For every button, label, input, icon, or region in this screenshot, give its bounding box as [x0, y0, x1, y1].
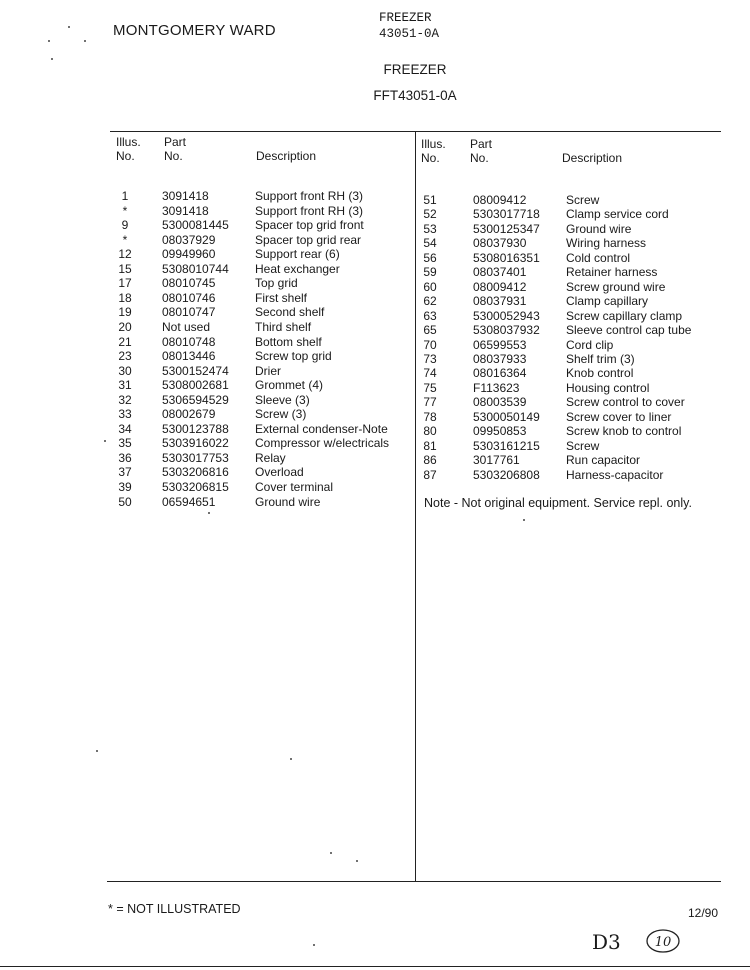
illus-number: 18 [118, 290, 132, 305]
illus-number: 36 [118, 450, 132, 465]
scan-speck [523, 519, 525, 521]
part-description: Screw [566, 438, 600, 453]
illus-number: 74 [423, 366, 437, 381]
scan-speck [356, 860, 358, 862]
part-description: Compressor w/electricals [255, 436, 390, 451]
part-number: 08037401 [473, 265, 527, 280]
illus-number: 39 [118, 480, 132, 494]
part-description: Top grid [255, 276, 298, 291]
illus-number: 65 [423, 323, 437, 338]
part-number: 06594651 [162, 494, 216, 509]
illus-number: 31 [118, 378, 132, 393]
part-number: 08003539 [473, 395, 527, 410]
part-description: Retainer harness [566, 265, 658, 280]
scan-speck [96, 750, 98, 752]
illus-number: 59 [423, 265, 437, 280]
part-number: 08010746 [162, 290, 216, 305]
part-description: Drier [255, 363, 281, 378]
illus-number: 35 [118, 436, 132, 451]
illus-number: 73 [423, 351, 437, 366]
illus-number: 86 [423, 453, 437, 468]
revision-date: 12/90 [688, 906, 719, 920]
part-description: Spacer top grid front [255, 218, 364, 233]
part-number: 5303206815 [162, 480, 229, 494]
scan-speck [68, 26, 70, 28]
service-note: Note - Not original equipment. Service repl. only. [424, 496, 692, 510]
illus-number: 52 [423, 207, 437, 222]
illus-number: 1 [121, 189, 129, 203]
part-number: 08009412 [473, 193, 527, 207]
part-description: Ground wire [255, 494, 321, 509]
right-illus-header: Illus. No. [421, 137, 446, 165]
scan-speck [84, 40, 86, 42]
part-number: 08016364 [473, 366, 527, 381]
part-number: 08013446 [162, 349, 216, 364]
part-number: F113623 [473, 380, 520, 395]
illus-number: 62 [423, 294, 437, 309]
part-number: 08002679 [162, 407, 216, 422]
column-divider [415, 131, 416, 882]
part-description: Wiring harness [566, 236, 647, 251]
illus-number: * [122, 232, 128, 247]
illus-number: 30 [118, 363, 132, 378]
scan-speck [51, 58, 53, 60]
part-number: 06599553 [473, 337, 527, 352]
illus-number: 34 [118, 421, 132, 436]
part-description: Grommet (4) [255, 378, 324, 393]
part-number: 3091418 [162, 189, 209, 203]
part-description: Run capacitor [566, 453, 641, 468]
scan-speck [290, 758, 292, 760]
handwritten-page-mark: D3 [592, 930, 621, 954]
illus-number: 70 [423, 337, 437, 352]
left-description-header: Description [256, 149, 317, 163]
right-description-header: Description [562, 151, 623, 165]
part-number: 5303017718 [473, 207, 540, 222]
part-number: 08010747 [162, 305, 216, 320]
part-description: First shelf [255, 290, 308, 305]
illus-number: 53 [423, 221, 437, 236]
page-title: FREEZER [383, 62, 447, 77]
part-description: Screw ground wire [566, 279, 666, 294]
scan-speck [208, 512, 210, 514]
part-number: 08009412 [473, 279, 527, 294]
part-description: Support front RH (3) [255, 203, 364, 218]
part-number: 08010745 [162, 276, 216, 291]
part-description: Clamp capillary [566, 294, 649, 309]
part-description: Knob control [566, 366, 634, 381]
illus-number: 17 [118, 276, 132, 291]
part-number: 5308010744 [162, 261, 229, 276]
svg-text:10: 10 [654, 935, 672, 950]
part-number: 5308002681 [162, 378, 229, 393]
typed-header-line-2: 43051-0A [379, 27, 440, 41]
part-number: 5300052943 [473, 308, 540, 323]
illus-number: 56 [423, 250, 437, 265]
part-description: Screw capillary clamp [566, 308, 683, 323]
part-number: 08037929 [162, 232, 216, 247]
illus-number: 33 [118, 407, 132, 422]
part-description: Support rear (6) [255, 247, 340, 262]
illus-number: * [122, 203, 128, 218]
illus-number: 19 [118, 305, 132, 320]
part-description: Third shelf [255, 319, 312, 334]
part-number: 5306594529 [162, 392, 229, 407]
illus-number: 60 [423, 279, 437, 294]
illus-number: 12 [118, 247, 132, 262]
illus-number: 87 [423, 467, 437, 482]
part-number: 5300081445 [162, 218, 229, 233]
part-description: Housing control [566, 380, 650, 395]
illus-number: 81 [423, 438, 437, 453]
part-description: Harness-capacitor [566, 467, 664, 482]
part-number: 5303206816 [162, 465, 229, 480]
part-description: Second shelf [255, 305, 325, 320]
illus-number: 54 [423, 236, 437, 251]
right-part-header: Part No. [470, 137, 493, 165]
illus-number: 78 [423, 409, 437, 424]
part-number: 5300125347 [473, 221, 540, 236]
illus-number: 21 [118, 334, 132, 349]
part-description: Screw [566, 193, 600, 207]
part-description: Cold control [566, 250, 631, 265]
part-description: Sleeve (3) [255, 392, 310, 407]
part-description: Screw knob to control [566, 424, 682, 439]
part-number: 5308037932 [473, 323, 540, 338]
illus-number: 15 [118, 261, 132, 276]
illus-number: 20 [118, 319, 132, 334]
part-number: 3017761 [473, 453, 520, 468]
typed-header [379, 10, 439, 42]
part-description: Support front RH (3) [255, 189, 364, 203]
part-number: 5308016351 [473, 250, 540, 265]
part-number: 3091418 [162, 203, 209, 218]
part-description: Cord clip [566, 337, 614, 352]
brand-name: MONTGOMERY WARD [113, 22, 276, 39]
part-description: Bottom shelf [255, 334, 322, 349]
part-description: Clamp service cord [566, 207, 669, 222]
part-number: 08010748 [162, 334, 216, 349]
part-number: Not used [162, 319, 211, 334]
part-number: 5303916022 [162, 436, 229, 451]
part-number: 5300152474 [162, 363, 229, 378]
part-description: Shelf trim (3) [566, 351, 635, 366]
illus-number: 37 [118, 465, 132, 480]
illus-number: 80 [423, 424, 437, 439]
part-number: 5303206808 [473, 467, 540, 482]
part-number: 5300123788 [162, 421, 229, 436]
model-number: FFT43051-0A [373, 88, 457, 103]
part-description: External condenser-Note [255, 421, 388, 436]
part-number: 08037931 [473, 294, 527, 309]
left-part-header: Part No. [164, 135, 187, 163]
scan-speck [48, 40, 50, 42]
handwritten-circled-mark [645, 928, 681, 954]
part-description: Screw cover to liner [566, 409, 672, 424]
scan-speck [104, 440, 106, 442]
illus-number: 77 [423, 395, 437, 410]
left-illus-header: Illus. No. [116, 135, 141, 163]
illus-number: 32 [118, 392, 132, 407]
part-number: 5303161215 [473, 438, 540, 453]
illus-number: 9 [121, 218, 129, 233]
page-bottom-edge [0, 966, 750, 967]
illus-number: 51 [423, 193, 437, 207]
part-description: Heat exchanger [255, 261, 340, 276]
illus-number: 23 [118, 349, 132, 364]
illus-number: 50 [118, 494, 132, 509]
illus-number: 75 [423, 380, 437, 395]
part-description: Screw top grid [255, 349, 332, 364]
part-description: Sleeve control cap tube [566, 323, 692, 338]
part-number: 09949960 [162, 247, 216, 262]
part-number: 08037933 [473, 351, 527, 366]
part-description: Screw (3) [255, 407, 307, 422]
part-description: Spacer top grid rear [255, 232, 362, 247]
part-number: 08037930 [473, 236, 527, 251]
part-description: Cover terminal [255, 480, 334, 494]
typed-header-line-1: FREEZER [379, 11, 432, 25]
footnote: * = NOT ILLUSTRATED [108, 902, 241, 916]
part-number: 5303017753 [162, 450, 229, 465]
part-description: Relay [255, 450, 286, 465]
scan-speck [330, 852, 332, 854]
part-description: Overload [255, 465, 304, 480]
part-description: Ground wire [566, 221, 632, 236]
illus-number: 63 [423, 308, 437, 323]
part-description: Screw control to cover [566, 395, 685, 410]
part-number: 09950853 [473, 424, 527, 439]
table-bottom-rule [107, 881, 721, 882]
part-number: 5300050149 [473, 409, 540, 424]
scan-speck [313, 944, 315, 946]
